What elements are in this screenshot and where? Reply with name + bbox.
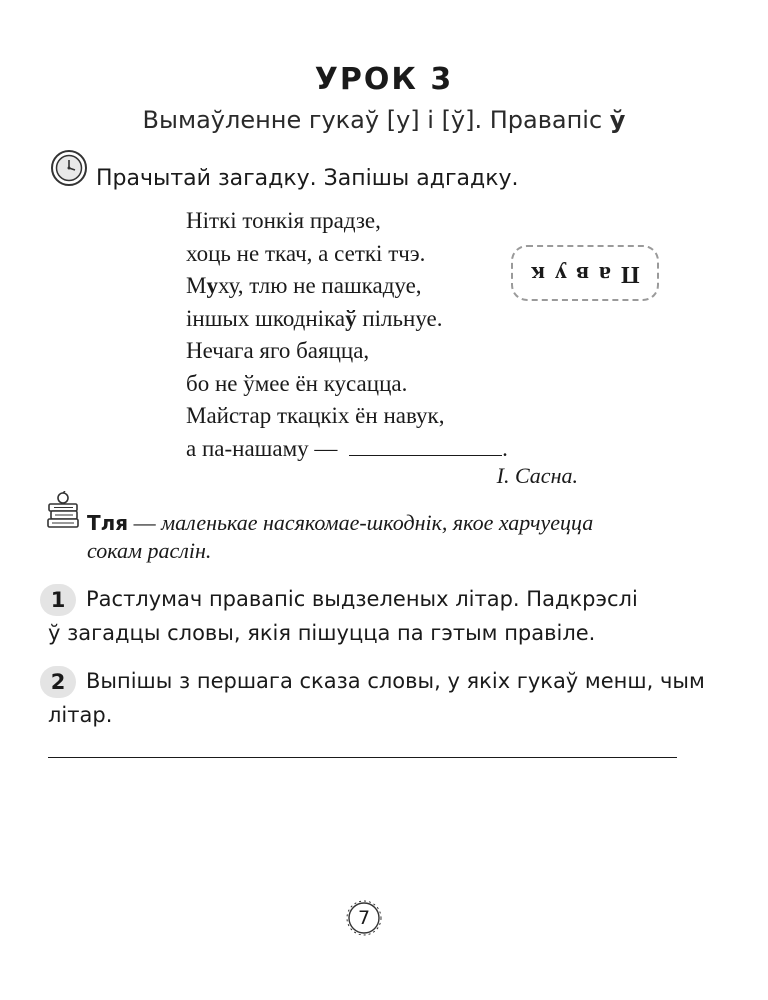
- exercise-instruction: Прачытай загадку. Запішы адгадку.: [96, 166, 519, 191]
- highlighted-letter: ў: [345, 305, 357, 331]
- glossary-entry: [87, 507, 697, 539]
- answer-blank[interactable]: [349, 437, 502, 456]
- lesson-subtitle: [0, 106, 768, 134]
- task-number-badge: 1: [40, 584, 76, 616]
- subtitle-letter: ў: [609, 106, 626, 134]
- poem-line: Нечага яго баяцца,: [186, 338, 370, 363]
- poem-line: бо не ўмее ён кусацца.: [186, 370, 408, 396]
- task-number-badge: 2: [40, 666, 76, 698]
- task-text: Выпішы з першага сказа словы, у якіх гукаў менш, чым: [86, 669, 705, 693]
- poem-line: [186, 270, 508, 303]
- glossary-definition: маленькае насякомае-шкоднік, якое харчуецца: [161, 510, 594, 535]
- glossary-term: Тля: [87, 511, 129, 535]
- page-number: 7: [357, 907, 371, 929]
- answer-word: Павук: [520, 260, 640, 287]
- clock-icon: [49, 148, 89, 188]
- poem-line-part: ху, тлю не пашкадуе,: [217, 273, 422, 298]
- poem-line-part: М: [186, 273, 207, 298]
- subtitle-text: Вымаўленне гукаў [у] і [ў]. Правапіс: [142, 106, 610, 134]
- poem-line: Ніткі тонкія прадзе,: [186, 208, 381, 233]
- writing-line[interactable]: [48, 757, 677, 758]
- poem-line-end: .: [502, 435, 508, 461]
- task-text: літар.: [48, 703, 113, 727]
- highlighted-letter: у: [206, 273, 218, 298]
- poem-line: [186, 303, 508, 336]
- poem-line-part: а па-нашаму —: [186, 435, 344, 461]
- lesson-title: УРОК 3: [314, 62, 454, 97]
- riddle-poem: [186, 205, 508, 465]
- poem-line: [186, 433, 508, 466]
- books-icon: [46, 491, 80, 529]
- task-text: ў загадцы словы, якія пішуцца па гэтым правіле.: [48, 621, 596, 645]
- answer-box: [511, 245, 659, 301]
- poem-author: І. Сасна.: [496, 463, 578, 488]
- poem-line: хоць не ткач, а сеткі тчэ.: [186, 240, 426, 266]
- poem-line-part: пільнуе.: [356, 305, 443, 331]
- glossary-dash: —: [128, 510, 162, 535]
- poem-line: Майстар ткацкіх ён навук,: [186, 403, 445, 428]
- glossary-definition-cont: сокам раслін.: [87, 538, 212, 563]
- task-text: Растлумач правапіс выдзеленых літар. Падкрэслі: [86, 587, 638, 611]
- page-number-badge: [346, 900, 382, 936]
- poem-line-part: іншых шкодніка: [186, 305, 346, 331]
